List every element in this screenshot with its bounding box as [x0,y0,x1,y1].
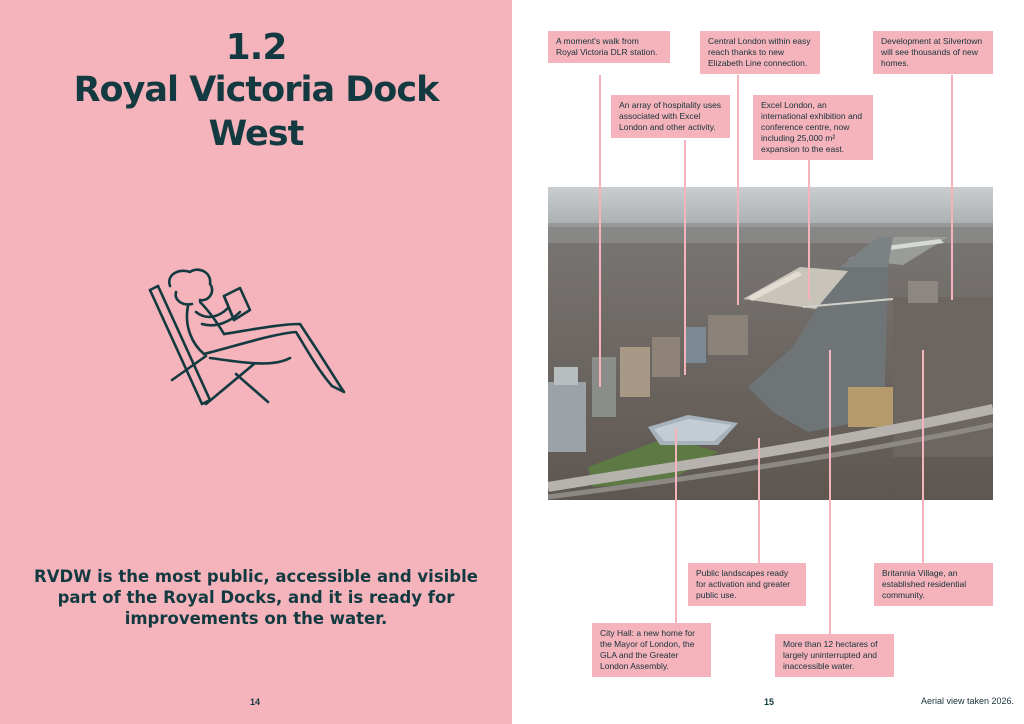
annotation-public-landscapes: Public landscapes ready for activation and greater public use. [688,563,806,606]
page-number-left: 14 [250,697,261,707]
annotation-silvertown: Development at Silvertown will see thousands of new homes. [873,31,993,74]
annotation-city-hall: City Hall: a new home for the Mayor of London, the GLA and the Greater London Assembly. [592,623,711,677]
section-title-line2: West [208,114,304,154]
leader-line-dlr [599,75,601,387]
page-number-right: 15 [764,697,775,707]
section-title [40,68,472,156]
annotation-hospitality: An array of hospitality uses associated with Excel London and other activity. [611,95,730,138]
leader-line-silvertown [951,75,953,300]
leader-line-landscapes [758,438,760,564]
annotation-water: More than 12 hectares of largely uninterrupted and inaccessible water. [775,634,894,677]
person-reading-deckchair-icon [140,262,360,412]
aerial-photo [548,187,993,500]
photo-caption: Aerial view taken 2026. [920,696,1014,706]
annotation-britannia-village: Britannia Village, an established residential community. [874,563,993,606]
leader-line-city-hall [675,428,677,624]
annotation-excel-london: Excel London, an international exhibition and conference centre, now including 25,000 m² expansion to the east. [753,95,873,160]
leader-line-elizabeth-line [737,75,739,305]
leader-line-hospitality [684,140,686,375]
annotation-elizabeth-line: Central London within easy reach thanks to new Elizabeth Line connection. [700,31,820,74]
leader-line-excel [808,155,810,300]
leader-line-britannia [922,350,924,564]
intro-paragraph: RVDW is the most public, accessible and visible part of the Royal Docks, and it is ready for improvements on the water. [34,567,478,628]
leader-line-water [829,350,831,635]
section-title-line1: Royal Victoria Dock [73,70,439,110]
annotation-dlr-station: A moment's walk from Royal Victoria DLR station. [548,31,670,63]
section-number: 1.2 [225,27,287,68]
